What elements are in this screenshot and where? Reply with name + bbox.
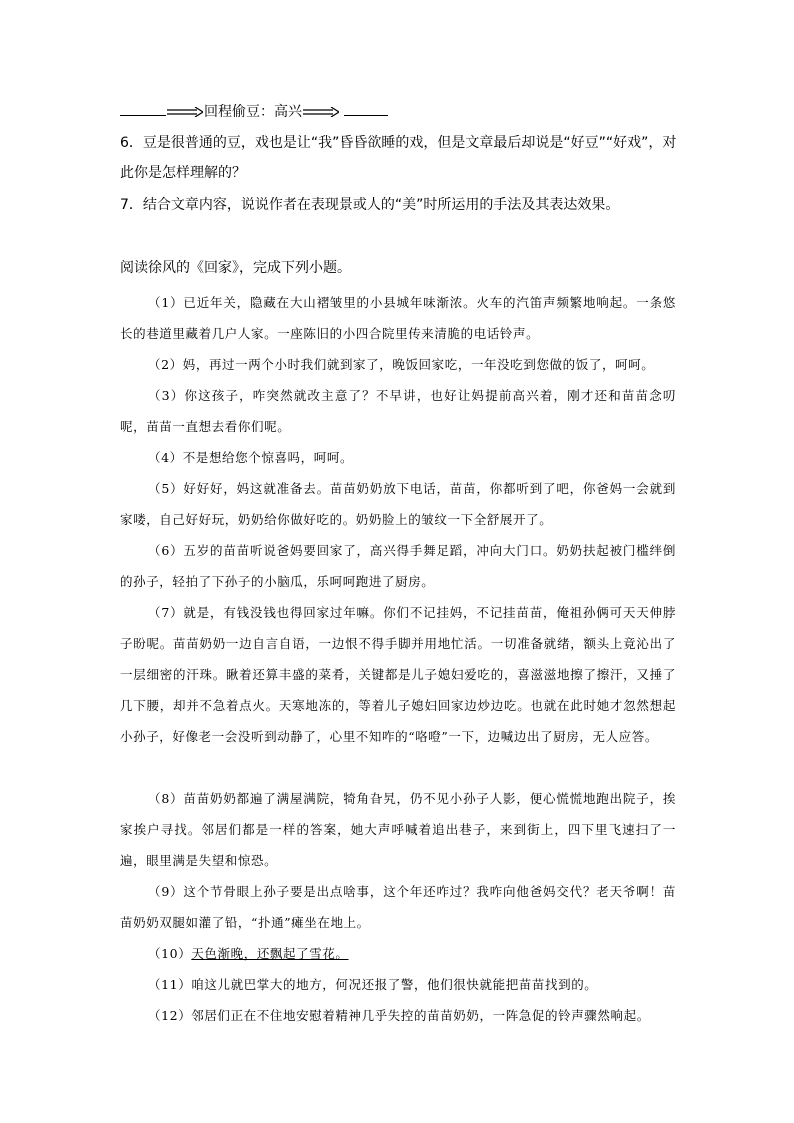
question-5-answer-line [120, 102, 680, 122]
question-6-line-1: 6．豆是很普通的豆，戏也是让“我”昏昏欲睡的戏，但是文章最后却说是“好豆”“好戏”，对 [120, 135, 677, 151]
paragraph-8: （8）苗苗奶奶都遍了满屋满院，犄角旮旯，仍不见小孙子人影，便心慌慌地跑出院子，挨家挨户寻找。邻居们都是一样的答案，她大声呼喊着追出巷子，来到街上，四下里飞速扫了一遍，眼里满是失望和惊恐。 [120, 791, 676, 868]
paragraph-6: （6）五岁的苗苗听说爸妈要回家了，高兴得手舞足蹈，冲向大门口。奶奶扶起被门槛绊倒的孙子，轻拍了下孙子的小脑瓜，乐呵呵跑进了厨房。 [120, 543, 676, 589]
paragraph-3: （3）你这孩子，咋突然就改主意了？不早讲，也好让妈提前高兴着，刚才还和苗苗念叨呢，苗苗一直想去看你们呢。 [120, 388, 676, 434]
answer-blank-left [120, 103, 166, 116]
paragraph-7: （7）就是，有钱没钱也得回家过年嘛。你们不记挂妈，不记挂苗苗，俺祖孙俩可天天伸脖子盼呢。苗苗奶奶一边自言自语，一边恨不得手脚并用地忙活。一切准备就绪，额头上竟沁出了一层细密的汗珠。瞅着还算丰盛的菜肴，关键都是儿子媳妇爱吃的，喜滋滋地擦了擦汗，又捶了几下腰，却并不急着点火。天寒地冻的，等着儿子媳妇回家边炒边吃。也就在此时她才忽然想起小孙子，好像老一会没听到动静了，心里不知咋的“咯噔”一下，边喊边出了厨房，无人应答。 [120, 605, 676, 744]
paragraph-1: （1）已近年关，隐藏在大山褶皱里的小县城年味渐浓。火车的汽笛声频繁地响起。一条悠长的巷道里藏着几户人家。一座陈旧的小四合院里传来清脆的电话铃声。 [120, 295, 676, 341]
paragraph-10-underlined-text: 天色渐晚，还飘起了雪花。 [191, 946, 349, 961]
reading-intro: 阅读徐风的《回家》，完成下列小题。 [120, 260, 351, 276]
paragraph-4: （4）不是想给您个惊喜吗，呵呵。 [148, 450, 354, 465]
q5-middle-text: 回程偷豆：高兴 [204, 104, 302, 120]
double-arrow-icon [303, 107, 339, 117]
paragraph-10 [120, 938, 676, 969]
answer-blank-right [344, 103, 388, 116]
paragraph-11: （11）咱这儿就巴掌大的地方，何况还报了警，他们很快就能把苗苗找到的。 [148, 977, 598, 992]
paragraph-2: （2）妈，再过一两个小时我们就到家了，晚饭回家吃，一年没吃到您做的饭了，呵呵。 [148, 357, 655, 372]
paragraph-10-number: （10） [148, 946, 192, 961]
paragraph-5: （5）好好好，妈这就准备去。苗苗奶奶放下电话，苗苗，你都听到了吧，你爸妈一会就到家喽，自己好好玩，奶奶给你做好吃的。奶奶脸上的皱纹一下全舒展开了。 [120, 481, 676, 527]
paragraph-12: （12）邻居们正在不住地安慰着精神几乎失控的苗苗奶奶，一阵急促的铃声骤然响起。 [148, 1008, 650, 1023]
double-arrow-icon [167, 107, 203, 117]
question-7: 7．结合文章内容，说说作者在表现景或人的“美”时所运用的手法及其表达效果。 [120, 197, 620, 213]
question-6-line-2: 此你是怎样理解的？ [120, 165, 246, 181]
paragraph-9: （9）这个节骨眼上孙子要是出点啥事，这个年还咋过？我咋向他爸妈交代？老天爷啊！苗苗奶奶双腿如灌了铅，“扑通”瘫坐在地上。 [120, 884, 676, 930]
